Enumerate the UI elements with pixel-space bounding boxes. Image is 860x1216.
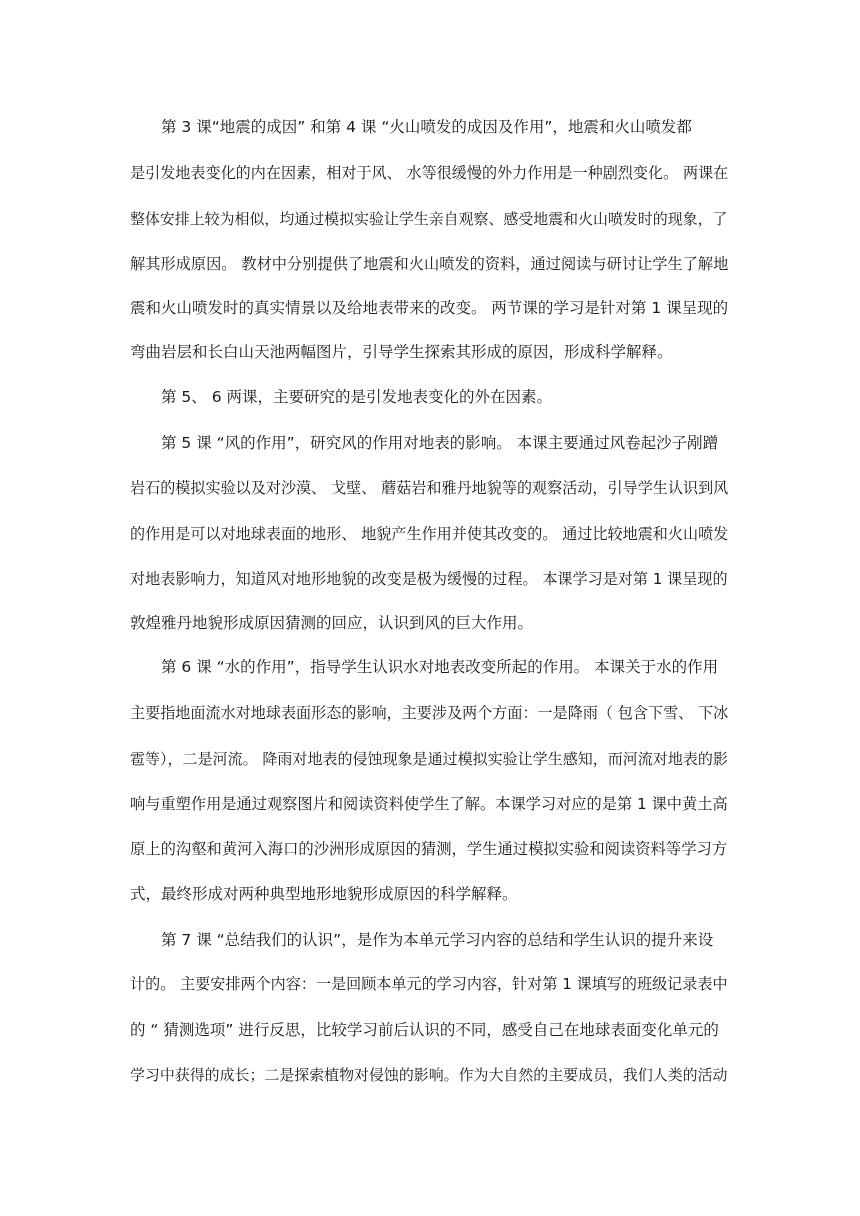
text-line: 响与重塑作用是通过观察图片和阅读资料使学生了解。本课学习对应的是第 1 课中黄土高 xyxy=(130,795,728,813)
text-line: 第 7 课 “总结我们的认识”，是作为本单元学习内容的总结和学生认识的提升来设 xyxy=(161,931,714,949)
text-line: 第 5 课 “风的作用”，研究风的作用对地表的影响。 本课主要通过风卷起沙子剐蹭 xyxy=(161,434,719,452)
text-line: 第 3 课“地震的成因” 和第 4 课 “火山喷发的成因及作用”，地震和火山喷发都 xyxy=(161,118,692,136)
text-line: 的 “ 猜测选项” 进行反思，比较学习前后认识的不同，感受自己在地球表面变化单元的 xyxy=(130,1021,719,1039)
text-line: 弯曲岩层和长白山天池两幅图片，引导学生探索其形成的原因，形成科学解释。 xyxy=(130,343,673,361)
text-line: 第 5、 6 两课，主要研究的是引发地表变化的外在因素。 xyxy=(161,388,553,406)
text-line: 式，最终形成对两种典型地形地貌形成原因的科学解释。 xyxy=(130,885,518,903)
text-line: 解其形成原因。 教材中分别提供了地震和火山喷发的资料，通过阅读与研讨让学生了解地 xyxy=(130,255,729,273)
text-line: 敦煌雅丹地貌形成原因猜测的回应，认识到风的巨大作用。 xyxy=(130,614,534,632)
text-line: 雹等），二是河流。 降雨对地表的侵蚀现象是通过模拟实验让学生感知，而河流对地表的影 xyxy=(130,750,728,768)
text-line: 岩石的模拟实验以及对沙漠、 戈壁、 蘑菇岩和雅丹地貌等的观察活动，引导学生认识到风 xyxy=(130,479,729,497)
text-line: 是引发地表变化的内在因素，相对于风、 水等很缓慢的外力作用是一种剧烈变化。 两课在 xyxy=(130,164,729,182)
text-line: 学习中获得的成长；二是探索植物对侵蚀的影响。作为大自然的主要成员，我们人类的活动 xyxy=(130,1066,728,1084)
text-line: 对地表影响力，知道风对地形地貌的改变是极为缓慢的过程。 本课学习是对第 1 课呈现的 xyxy=(130,570,728,588)
text-line: 第 6 课 “水的作用”，指导学生认识水对地表改变所起的作用。 本课关于水的作用 xyxy=(161,658,719,676)
text-line: 的作用是可以对地球表面的地形、 地貌产生作用并使其改变的。 通过比较地震和火山喷发 xyxy=(130,525,729,543)
text-line: 震和火山喷发时的真实情景以及给地表带来的改变。 两节课的学习是针对第 1 课呈现的 xyxy=(130,299,729,317)
text-line: 计的。 主要安排两个内容：一是回顾本单元的学习内容，针对第 1 课填写的班级记录表中 xyxy=(130,975,728,993)
text-line: 整体安排上较为相似，均通过模拟实验让学生亲自观察、感受地震和火山喷发时的现象，了 xyxy=(130,210,728,228)
text-line: 主要指地面流水对地球表面形态的影响，主要涉及两个方面：一是降雨（ 包含下雪、 下冰 xyxy=(130,704,729,722)
text-line: 原上的沟壑和黄河入海口的沙洲形成原因的猜测，学生通过模拟实验和阅读资料等学习方 xyxy=(130,840,728,858)
